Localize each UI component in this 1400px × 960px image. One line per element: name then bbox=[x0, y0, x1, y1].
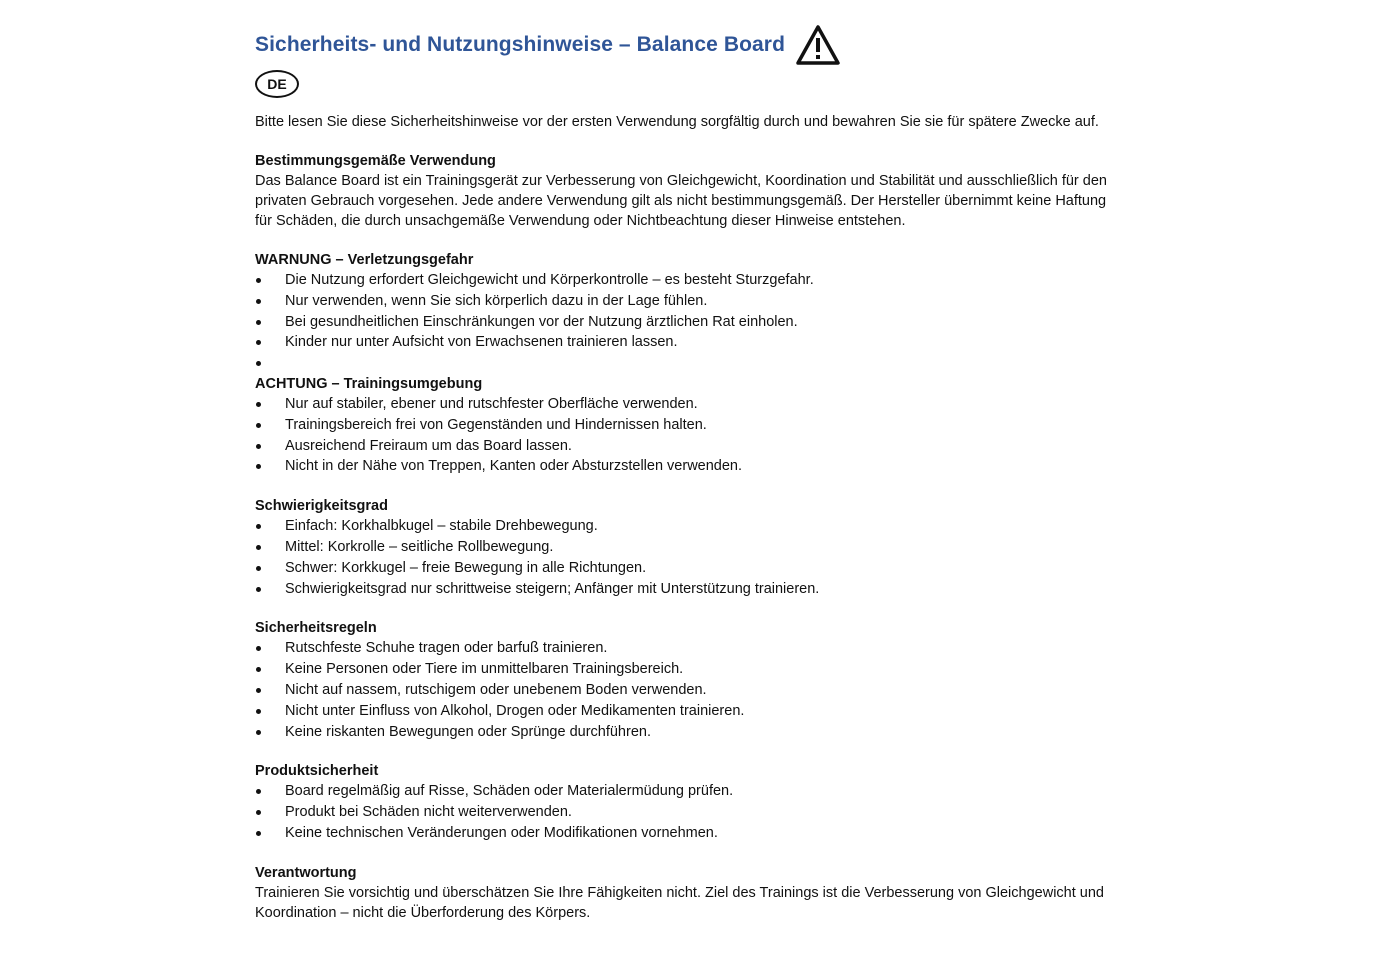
bullet-list bbox=[255, 394, 1155, 477]
bullet-list bbox=[255, 516, 1155, 599]
list-item: Keine technischen Veränderungen oder Modifikationen vornehmen. bbox=[255, 823, 1155, 844]
section-responsibility bbox=[255, 863, 1155, 923]
list-item: Rutschfeste Schuhe tragen oder barfuß trainieren. bbox=[255, 638, 1155, 659]
bullet-list bbox=[255, 781, 1155, 843]
list-item: Produkt bei Schäden nicht weiterverwenden. bbox=[255, 802, 1155, 823]
list-item: Die Nutzung erfordert Gleichgewicht und Körperkontrolle – es besteht Sturzgefahr. bbox=[255, 270, 1155, 291]
list-item: Ausreichend Freiraum um das Board lassen. bbox=[255, 436, 1155, 457]
document-page bbox=[255, 22, 1155, 923]
list-item: Mittel: Korkrolle – seitliche Rollbewegung. bbox=[255, 537, 1155, 558]
empty-list-item bbox=[255, 353, 1155, 374]
list-item: Board regelmäßig auf Risse, Schäden oder Materialermüdung prüfen. bbox=[255, 781, 1155, 802]
list-item: Nicht in der Nähe von Treppen, Kanten oder Absturzstellen verwenden. bbox=[255, 456, 1155, 477]
section-difficulty bbox=[255, 496, 1155, 599]
section-warning bbox=[255, 250, 1155, 374]
section-caution bbox=[255, 374, 1155, 477]
section-heading: Sicherheitsregeln bbox=[255, 620, 377, 637]
paragraph-line: für Schäden, die durch unsachgemäße Verwendung oder Nichtbeachtung dieser Hinweise entstehen. bbox=[255, 213, 906, 229]
list-item: Keine Personen oder Tiere im unmittelbaren Trainingsbereich. bbox=[255, 659, 1155, 680]
intro-text: Bitte lesen Sie diese Sicherheitshinweise vor der ersten Verwendung sorgfältig durch und bewahren Sie sie für spätere Zwecke auf. bbox=[255, 114, 1099, 130]
list-item: Einfach: Korkhalbkugel – stabile Drehbewegung. bbox=[255, 516, 1155, 537]
paragraph-line: Trainieren Sie vorsichtig und überschätzen Sie Ihre Fähigkeiten nicht. Ziel des Trainings ist die Verbesserung von Gleichgewicht und bbox=[255, 884, 1104, 901]
language-badge: DE bbox=[255, 70, 299, 98]
list-item: Nicht unter Einfluss von Alkohol, Drogen oder Medikamenten trainieren. bbox=[255, 701, 1155, 722]
list-item: Keine riskanten Bewegungen oder Sprünge durchführen. bbox=[255, 722, 1155, 743]
bullet-list bbox=[255, 270, 1155, 374]
section-heading: ACHTUNG – Trainingsumgebung bbox=[255, 375, 483, 392]
document-title: Sicherheits- und Nutzungshinweise – Balance Board bbox=[255, 33, 786, 56]
list-item: Schwer: Korkkugel – freie Bewegung in alle Richtungen. bbox=[255, 558, 1155, 579]
warning-triangle-icon bbox=[795, 24, 841, 66]
list-item: Kinder nur unter Aufsicht von Erwachsenen trainieren lassen. bbox=[255, 332, 1155, 353]
section-heading: WARNUNG – Verletzungsgefahr bbox=[255, 252, 474, 268]
section-rules bbox=[255, 618, 1155, 742]
list-item: Nur auf stabiler, ebener und rutschfester Oberfläche verwenden. bbox=[255, 394, 1155, 415]
section-product bbox=[255, 761, 1155, 843]
list-item: Schwierigkeitsgrad nur schrittweise steigern; Anfänger mit Unterstützung trainieren. bbox=[255, 579, 1155, 600]
paragraph-line: privaten Gebrauch vorgesehen. Jede andere Verwendung gilt als nicht bestimmungsgemäß. Der Hersteller übernimmt keine Haftung bbox=[255, 193, 1107, 209]
bullet-list bbox=[255, 638, 1155, 742]
title-row bbox=[255, 22, 1155, 68]
list-item: Bei gesundheitlichen Einschränkungen vor der Nutzung ärztlichen Rat einholen. bbox=[255, 312, 1155, 333]
paragraph-line: Koordination – nicht die Überforderung des Körpers. bbox=[255, 904, 591, 921]
section-usage bbox=[255, 151, 1155, 231]
list-item: Nicht auf nassem, rutschigem oder unebenem Boden verwenden. bbox=[255, 680, 1155, 701]
section-heading: Verantwortung bbox=[255, 864, 357, 881]
list-item: Nur verwenden, wenn Sie sich körperlich dazu in der Lage fühlen. bbox=[255, 291, 1155, 312]
list-item: Trainingsbereich frei von Gegenständen und Hindernissen halten. bbox=[255, 415, 1155, 436]
section-heading: Bestimmungsgemäße Verwendung bbox=[255, 153, 496, 169]
paragraph-line: Das Balance Board ist ein Trainingsgerät zur Verbesserung von Gleichgewicht, Koordination und Stabilität und ausschließlich für den bbox=[255, 173, 1107, 189]
section-heading: Schwierigkeitsgrad bbox=[255, 498, 388, 515]
section-heading: Produktsicherheit bbox=[255, 763, 379, 780]
